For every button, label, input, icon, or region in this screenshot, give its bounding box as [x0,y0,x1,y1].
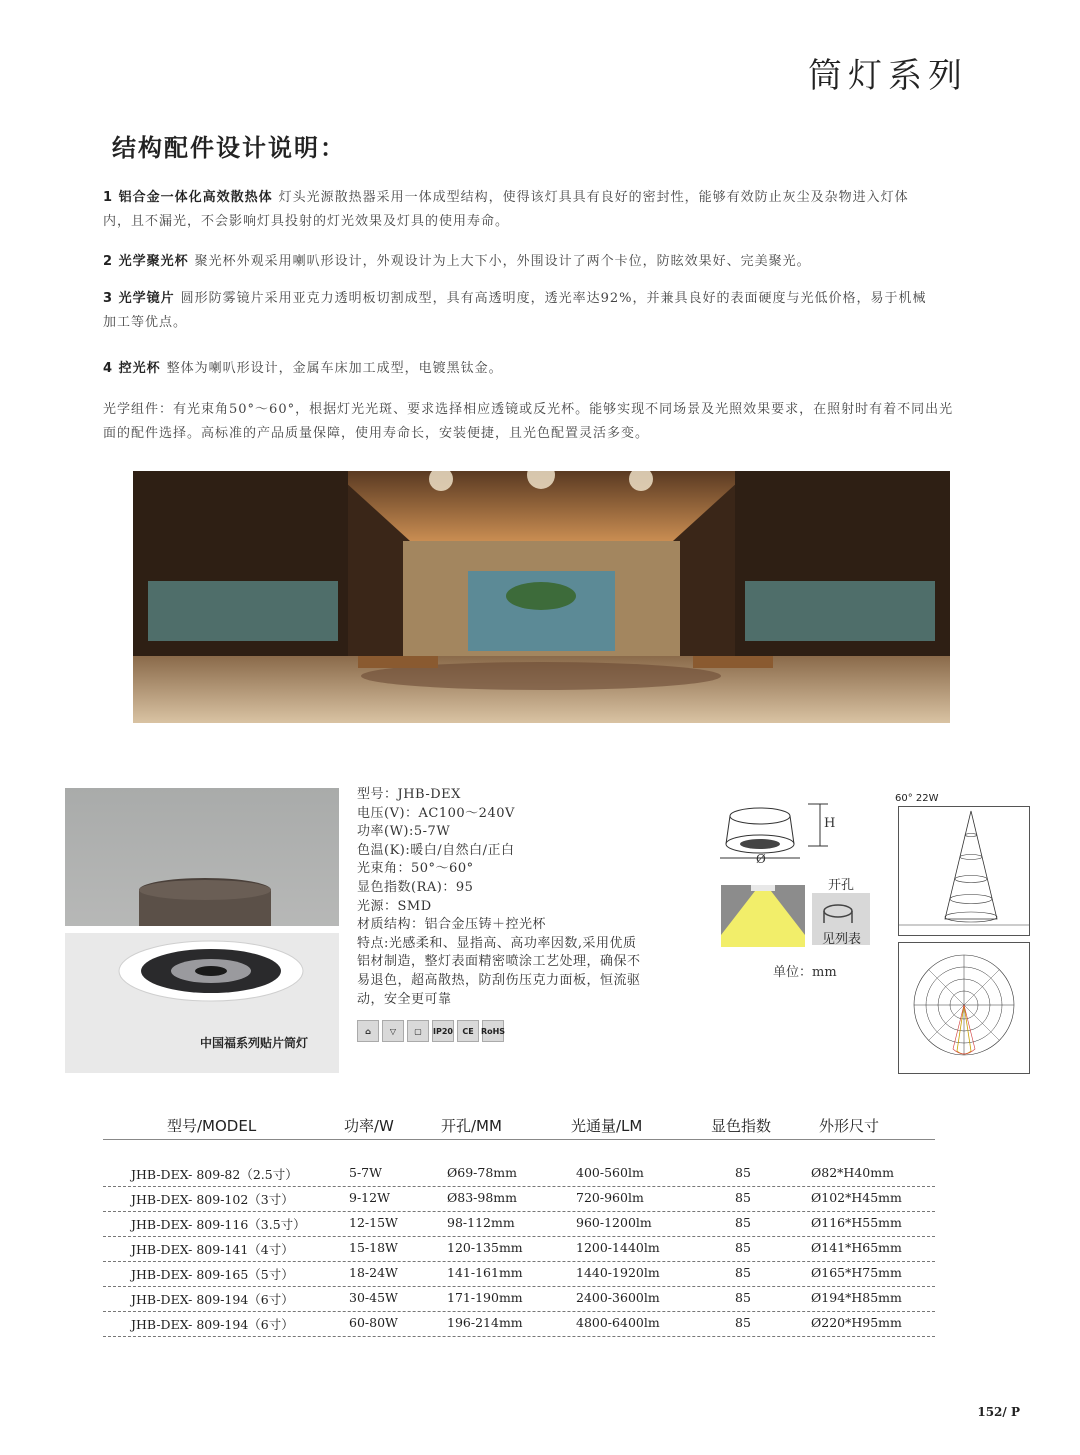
paragraph-lens [103,287,973,335]
spec-item: 光源：SMD [357,898,432,914]
cell-model: JHB-DEX- 809-194（6寸） [131,1317,294,1332]
table-row [103,1261,935,1287]
spec-item: 铝材制造，整灯表面精密喷涂工艺处理，确保不 [357,954,641,970]
header-size: 外形尺寸 [819,1117,880,1135]
header-power: 功率/W [344,1117,394,1135]
spec-item: 功率(W):5-7W [357,824,451,840]
paragraph-heat-sink [103,186,973,234]
header-model: 型号/MODEL [167,1117,257,1135]
table-row [103,1211,935,1237]
cell-power: 5-7W [349,1165,382,1180]
table-row [103,1236,935,1262]
cell-power: 12-15W [349,1215,398,1230]
cell-cri: 85 [735,1265,751,1280]
section-title: 结构配件设计说明： [112,134,346,162]
cell-model: JHB-DEX- 809-82（2.5寸） [131,1167,298,1182]
cell-cri: 85 [735,1215,751,1230]
cell-model: JHB-DEX- 809-194（6寸） [131,1292,294,1307]
paragraph-heading: 1 铝合金一体化高效散热体 [103,190,273,205]
spec-item: 色温(K):暖白/自然白/正白 [357,842,515,858]
certification-icons [357,1020,504,1042]
cell-power: 9-12W [349,1190,390,1205]
cell-lumen: 4800-6400lm [576,1315,660,1330]
cell-size: Ø116*H55mm [811,1215,902,1230]
cell-size: Ø141*H65mm [811,1240,902,1255]
cell-model: JHB-DEX- 809-116（3.5寸） [131,1217,306,1232]
ip20-icon: IP20 [432,1020,454,1042]
header-cutout: 开孔/MM [441,1117,502,1135]
see-table-label: 见列表 [822,932,862,947]
double-insulation-icon: ▢ [407,1020,429,1042]
f-mark-icon: ▽ [382,1020,404,1042]
cell-size: Ø82*H40mm [811,1165,894,1180]
cell-cutout: 196-214mm [447,1315,523,1330]
spec-item: 电压(V)：AC100～240V [357,805,515,821]
beam-chart-title: 60° 22W [895,793,939,804]
optics-note [103,398,973,446]
paragraph-heading: 3 光学镜片 [103,291,175,306]
light-beam-illustration [721,885,805,947]
spec-table-header [103,1111,935,1140]
paragraph-text: 聚光杯外观采用喇叭形设计，外观设计为上大下小，外围设计了两个卡位，防眩效果好、完美聚光。 [194,254,811,269]
paragraph-text: 整体为喇叭形设计，金属车床加工成型，电镀黑钛金。 [166,361,503,376]
lobby-photo [133,471,950,723]
dimension-drawing [716,796,846,870]
header-lumen: 光通量/LM [571,1117,643,1135]
cell-power: 15-18W [349,1240,398,1255]
ce-icon: CE [457,1020,479,1042]
cell-cri: 85 [735,1315,751,1330]
paragraph-control-cup [103,357,973,381]
paragraph-text: 圆形防雾镜片采用亚克力透明板切割成型，具有高透明度，透光率达92%，并兼具良好的表面硬度与光低价格，易于机械 [180,291,927,306]
paragraph-text: 加工等优点。 [103,315,188,330]
cell-model: JHB-DEX- 809-102（3寸） [131,1192,294,1207]
paragraph-text: 灯头光源散热器采用一体成型结构，使得该灯具具有良好的密封性，能够有效防止灰尘及杂物进入灯体 [278,190,909,205]
series-title: 筒灯系列 [808,56,968,96]
cell-cri: 85 [735,1190,751,1205]
spec-item: 动，安全更可靠 [357,991,452,1007]
cell-cutout: 120-135mm [447,1240,523,1255]
spec-item: 型号：JHB-DEX [357,787,461,802]
cell-size: Ø165*H75mm [811,1265,902,1280]
cell-size: Ø102*H45mm [811,1190,902,1205]
spec-list [357,786,687,1009]
table-row [103,1286,935,1312]
cell-cri: 85 [735,1290,751,1305]
cell-lumen: 1440-1920lm [576,1265,660,1280]
table-row [103,1311,935,1337]
cell-cutout: Ø69-78mm [447,1165,517,1180]
optics-note-line: 光学组件：有光束角50°～60°，根据灯光光斑、要求选择相应透镜或反光杯。能够实现不同场景及光照效果要求，在照射时有着不同出光 [103,402,954,417]
product-side-photo [65,788,339,926]
paragraph-text: 内，且不漏光，不会影响灯具投射的灯光效果及灯具的使用寿命。 [103,214,510,229]
cell-lumen: 720-960lm [576,1190,644,1205]
cell-lumen: 2400-3600lm [576,1290,660,1305]
polar-distribution-chart [898,942,1030,1074]
cell-cri: 85 [735,1240,751,1255]
cell-power: 18-24W [349,1265,398,1280]
table-row [103,1161,935,1187]
spec-item: 易退色，超高散热，防刮伤压克力面板，恒流驱 [357,972,641,988]
page-number: 152/ P [977,1405,1020,1419]
cell-cri: 85 [735,1165,751,1180]
unit-label: 单位：mm [773,965,837,980]
cell-model: JHB-DEX- 809-141（4寸） [131,1242,294,1257]
cell-cutout: Ø83-98mm [447,1190,517,1205]
diameter-label: Ø [756,852,766,866]
cell-size: Ø194*H85mm [811,1290,902,1305]
cell-model: JHB-DEX- 809-165（5寸） [131,1267,294,1282]
paragraph-heading: 2 光学聚光杯 [103,254,189,269]
header-cri: 显色指数 [711,1117,772,1135]
product-caption: 中国福系列贴片筒灯 [200,1036,309,1050]
paragraph-reflector-cup [103,250,973,274]
rohs-icon: RoHS [482,1020,504,1042]
class-ii-icon: ⌂ [357,1020,379,1042]
cell-lumen: 960-1200lm [576,1215,652,1230]
cell-power: 60-80W [349,1315,398,1330]
height-label: H [824,816,836,831]
product-front-photo [65,933,339,1073]
cell-power: 30-45W [349,1290,398,1305]
cell-lumen: 1200-1440lm [576,1240,660,1255]
cell-lumen: 400-560lm [576,1165,644,1180]
cell-cutout: 98-112mm [447,1215,515,1230]
cutout-label: 开孔 [828,878,855,893]
paragraph-heading: 4 控光杯 [103,361,161,376]
spec-item: 光束角：50°～60° [357,861,474,877]
beam-cone-chart [898,806,1030,936]
cell-size: Ø220*H95mm [811,1315,902,1330]
optics-note-line: 面的配件选择。高标准的产品质量保障，使用寿命长，安装便捷，且光色配置灵活多变。 [103,426,650,441]
spec-item: 特点:光感柔和、显指高、高功率因数,采用优质 [357,935,637,951]
table-row [103,1186,935,1212]
spec-item: 显色指数(RA)：95 [357,879,474,895]
cell-cutout: 171-190mm [447,1290,523,1305]
spec-item: 材质结构：铝合金压铸＋控光杯 [357,917,547,933]
cell-cutout: 141-161mm [447,1265,523,1280]
